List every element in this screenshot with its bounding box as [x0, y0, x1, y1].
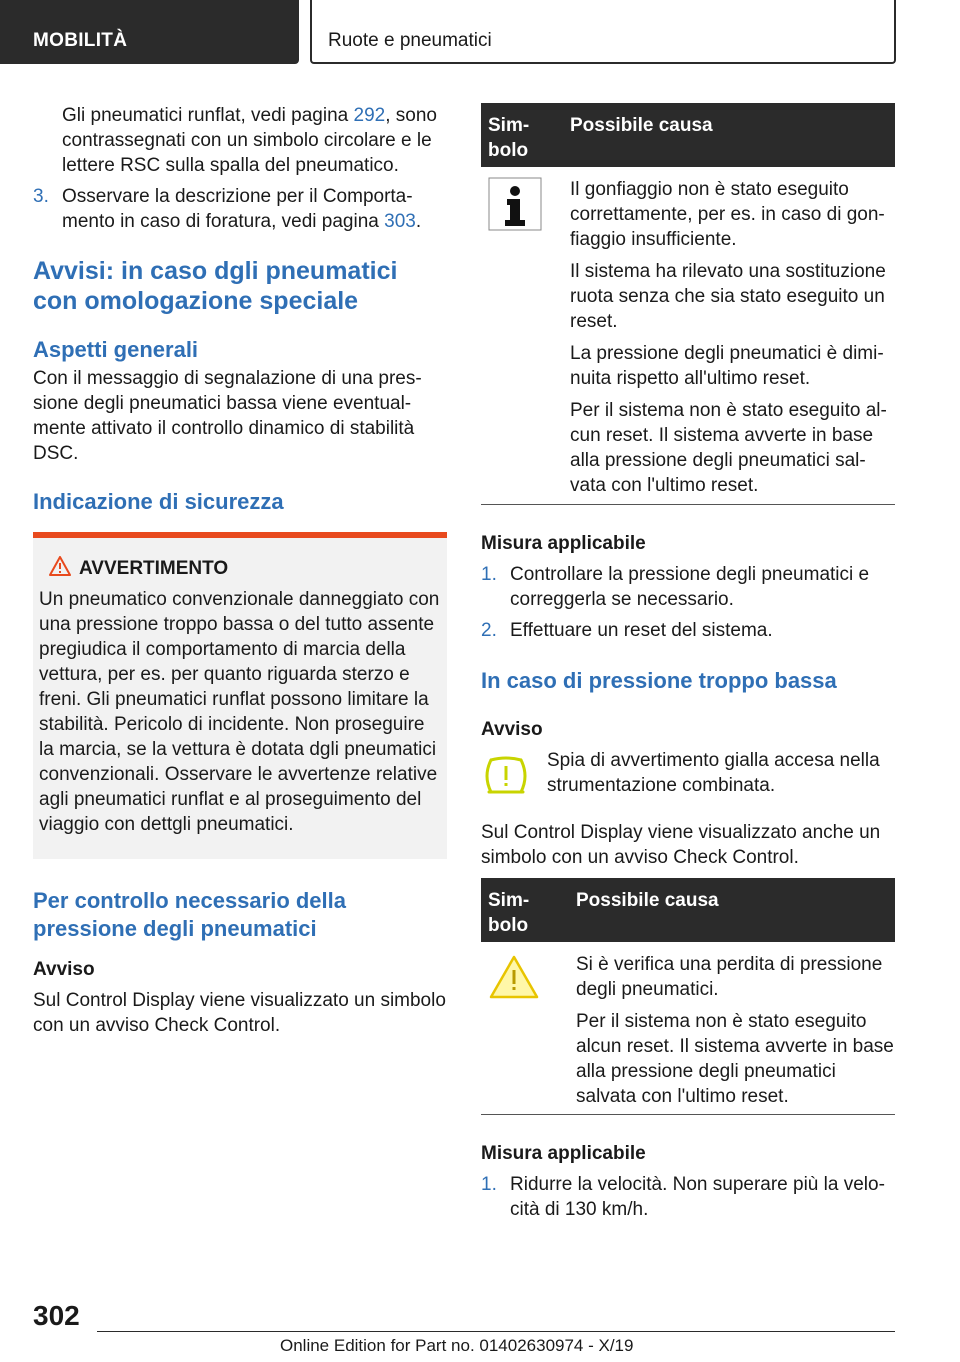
page-link-303[interactable]: 303: [384, 211, 416, 232]
table2-col-causa: Possibile causa: [576, 890, 719, 911]
table2-cause: Per il sistema non è stato eseguito alcun reset. Il sistema avverte in base alla pressione degli pneumatici salvata con l'ultimo reset.: [576, 1011, 894, 1107]
info-icon: [488, 177, 542, 231]
table1-row: [481, 167, 895, 505]
right-column: [481, 103, 895, 1222]
table1-cause: Il sistema ha rilevato una sostituzione ruota senza che sia stato eseguito un reset.: [570, 261, 886, 332]
spia-block: [481, 748, 895, 812]
table2-col-simbolo: Sim-bolo: [488, 890, 530, 936]
table1-cause: Per il sistema non è stato eseguito al-cun reset. Il sistema avverte in base alla pressione degli pneumatici sal-vata con l'ultimo reset.: [570, 400, 887, 496]
header-chapter-title: Ruote e pneumatici: [328, 30, 492, 51]
page-link-292[interactable]: 292: [353, 105, 386, 126]
table2-cause: Si è verifica una perdita di pressione degli pneumatici.: [576, 954, 883, 1000]
heading-avvisi: Avvisi: in caso dgli pneumatici con omologazione speciale: [33, 257, 398, 315]
avviso-label-right: Avviso: [481, 719, 543, 740]
header-section-title: MOBILITÀ: [33, 30, 128, 51]
warning-title: AVVERTIMENTO: [39, 556, 441, 581]
footer-divider: [97, 1331, 895, 1332]
avviso-label: Avviso: [33, 959, 95, 980]
table1-col-simbolo: Sim-bolo: [488, 115, 530, 161]
header-section-tab: [0, 0, 299, 64]
misura2-item: 1. Ridurre la velocità. Non superare più la velo-cità di 130 km/h.: [481, 1174, 885, 1220]
table1-cause: La pressione degli pneumatici è dimi-nuita rispetto all'ultimo reset.: [570, 343, 884, 389]
tpms-warning-light-icon: [481, 754, 531, 798]
warning-triangle-icon: [49, 556, 71, 576]
intro-paragraph: Gli pneumatici runflat, vedi pagina 292, sono contrassegnati con un simbolo circolare e le lettere RSC sulla spalla del pneumatico.: [62, 105, 437, 176]
step-number: 3.: [33, 186, 49, 207]
step-3: 3. Osservare la descrizione per il Comporta-mento in caso di foratura, vedi pagina 303.: [33, 186, 422, 232]
page-number: 302: [33, 1300, 80, 1331]
aspetti-text: Con il messaggio di segnalazione di una pres-sione degli pneumatici bassa viene eventual-mente attivato il controllo dinamico di stabilità DSC.: [33, 368, 422, 464]
table1-col-causa: Possibile causa: [570, 115, 713, 136]
warning-triangle-yellow-icon: [488, 954, 540, 1000]
spia-text: Spia di avvertimento gialla accesa nella strumentazione combinata.: [547, 750, 880, 796]
header-chapter-tab: [310, 0, 896, 64]
table2-row: [481, 942, 895, 1115]
table2-header: [481, 878, 895, 942]
warning-box: [33, 532, 447, 859]
heading-pressione-bassa: In caso di pressione troppo bassa: [481, 668, 837, 693]
table1-causes: [570, 177, 895, 505]
warning-text: Un pneumatico convenzionale danneggiato con una pressione troppo bassa o del tutto assente pregiudica il comportamento di marcia della vettura, per es. per quanto riguarda sterzo e freni. Gli pneumatici runflat possono limitare la stabilità. Pericolo di incidente. Non proseguire la marcia, se la vettura è dotata dgli pneumatici convenzionali. Osservare le avvertenze relative agli pneumatici runflat e al proseguimento del viaggio con dettgli pneumatici.: [39, 589, 440, 835]
misura1-label: Misura applicabile: [481, 533, 646, 554]
avviso-text: Sul Control Display viene visualizzato un simbolo con un avviso Check Control.: [33, 990, 446, 1036]
footer-edition: Online Edition for Part no. 01402630974 - X/19: [280, 1336, 634, 1355]
misura2-label: Misura applicabile: [481, 1143, 646, 1164]
table2-causes: [576, 952, 895, 1116]
table1-cause: Il gonfiaggio non è stato eseguito correttamente, per es. in caso di gon-fiaggio insufficiente.: [570, 179, 885, 250]
heading-aspetti-generali: Aspetti generali: [33, 337, 199, 362]
heading-controllo-pressione: Per controllo necessario della pressione degli pneumatici: [33, 888, 347, 941]
control-display-text: Sul Control Display viene visualizzato anche un simbolo con un avviso Check Control.: [481, 822, 881, 868]
left-column: [33, 103, 447, 1038]
misura1-item: 1. Controllare la pressione degli pneumatici e correggerla se necessario.: [481, 564, 870, 610]
heading-indicazione-sicurezza: Indicazione di sicurezza: [33, 489, 284, 514]
misura1-item: 2. Effettuare un reset del sistema.: [481, 620, 773, 641]
table1-header: [481, 103, 895, 167]
